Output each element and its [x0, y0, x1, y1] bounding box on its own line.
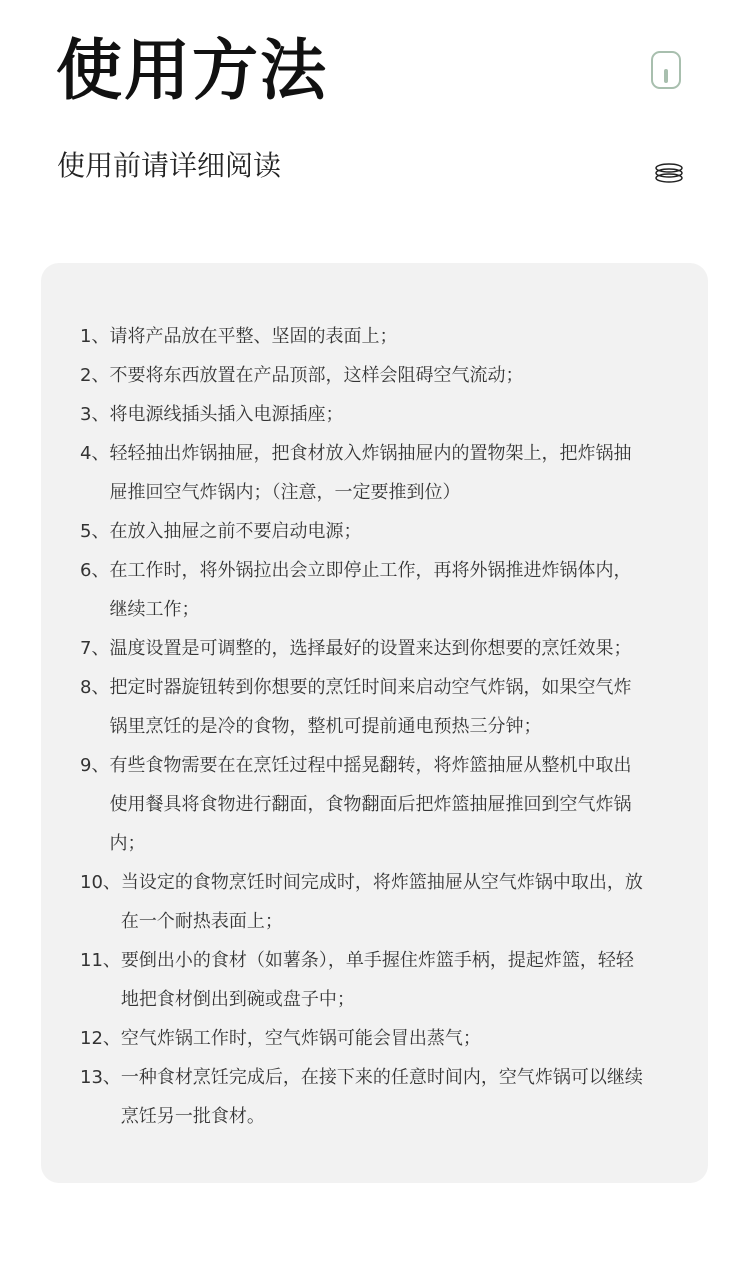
- device-icon: [651, 51, 681, 89]
- instruction-number: 6、: [80, 560, 110, 581]
- instruction-text-line: 有些食物需要在在烹饪过程中摇晃翻转，将炸篮抽屉从整机中取出: [109, 755, 632, 776]
- instruction-text-line: 屉推回空气炸锅内；（注意，一定要推到位）: [109, 482, 461, 503]
- instruction-item: [80, 317, 690, 356]
- instruction-number: 13、: [80, 1067, 121, 1088]
- instruction-number: 5、: [80, 521, 110, 542]
- instruction-item: [80, 356, 690, 395]
- instruction-text-line: 一种食材烹饪完成后，在接下来的任意时间内，空气炸锅可以继续: [120, 1067, 643, 1088]
- instruction-item: [80, 512, 690, 551]
- instruction-text-line: 内；: [109, 833, 146, 854]
- instruction-text-line: 地把食材倒出到碗或盘子中；: [120, 989, 355, 1010]
- instruction-text-line: 在一个耐热表面上；: [120, 911, 283, 932]
- instruction-item: [80, 1019, 690, 1058]
- instruction-text-line: 将电源线插头插入电源插座；: [109, 404, 344, 425]
- instruction-text-line: 不要将东西放置在产品顶部，这样会阻碍空气流动；: [109, 365, 524, 386]
- instruction-number: 4、: [80, 443, 110, 464]
- instruction-number: 11、: [80, 950, 121, 971]
- instruction-item: [80, 395, 690, 434]
- instruction-item: [80, 551, 690, 629]
- instruction-text-line: 当设定的食物烹饪时间完成时，将炸篮抽屉从空气炸锅中取出，放: [120, 872, 643, 893]
- instruction-number: 8、: [80, 677, 110, 698]
- instruction-text-line: 锅里烹饪的是冷的食物，整机可提前通电预热三分钟；: [109, 716, 542, 737]
- instruction-item: [80, 941, 690, 1019]
- instruction-item: [80, 668, 690, 746]
- instruction-number: 3、: [80, 404, 110, 425]
- instruction-number: 1、: [80, 326, 110, 347]
- instruction-item: [80, 1058, 690, 1136]
- coil-icon: [654, 163, 684, 185]
- instruction-number: 2、: [80, 365, 110, 386]
- instruction-text-line: 温度设置是可调整的，选择最好的设置来达到你想要的烹饪效果；: [109, 638, 632, 659]
- instruction-text-line: 空气炸锅工作时，空气炸锅可能会冒出蒸气；: [120, 1028, 481, 1049]
- instruction-item: [80, 746, 690, 863]
- instruction-text-line: 请将产品放在平整、坚固的表面上；: [109, 326, 398, 347]
- instruction-item: [80, 629, 690, 668]
- instruction-text-line: 轻轻抽出炸锅抽屉，把食材放入炸锅抽屉内的置物架上，把炸锅抽: [109, 443, 632, 464]
- instruction-number: 12、: [80, 1028, 121, 1049]
- page-subtitle: 使用前请详细阅读: [57, 149, 282, 182]
- page-title: 使用方法: [56, 32, 328, 109]
- instruction-number: 7、: [80, 638, 110, 659]
- instruction-text-line: 把定时器旋钮转到你想要的烹饪时间来启动空气炸锅，如果空气炸: [109, 677, 632, 698]
- instruction-text-line: 在放入抽屉之前不要启动电源；: [109, 521, 362, 542]
- instruction-item: [80, 863, 690, 941]
- instruction-text-line: 烹饪另一批食材。: [120, 1106, 265, 1127]
- instruction-text-line: 继续工作；: [109, 599, 200, 620]
- instructions-list: [80, 317, 690, 1136]
- instruction-number: 9、: [80, 755, 110, 776]
- instruction-number: 10、: [80, 872, 121, 893]
- instruction-text-line: 要倒出小的食材（如薯条），单手握住炸篮手柄，提起炸篮，轻轻: [120, 950, 634, 971]
- instruction-text-line: 在工作时，将外锅拉出会立即停止工作，再将外锅推进炸锅体内，: [109, 560, 632, 581]
- instruction-text-line: 使用餐具将食物进行翻面，食物翻面后把炸篮抽屉推回到空气炸锅: [109, 794, 632, 815]
- instruction-item: [80, 434, 690, 512]
